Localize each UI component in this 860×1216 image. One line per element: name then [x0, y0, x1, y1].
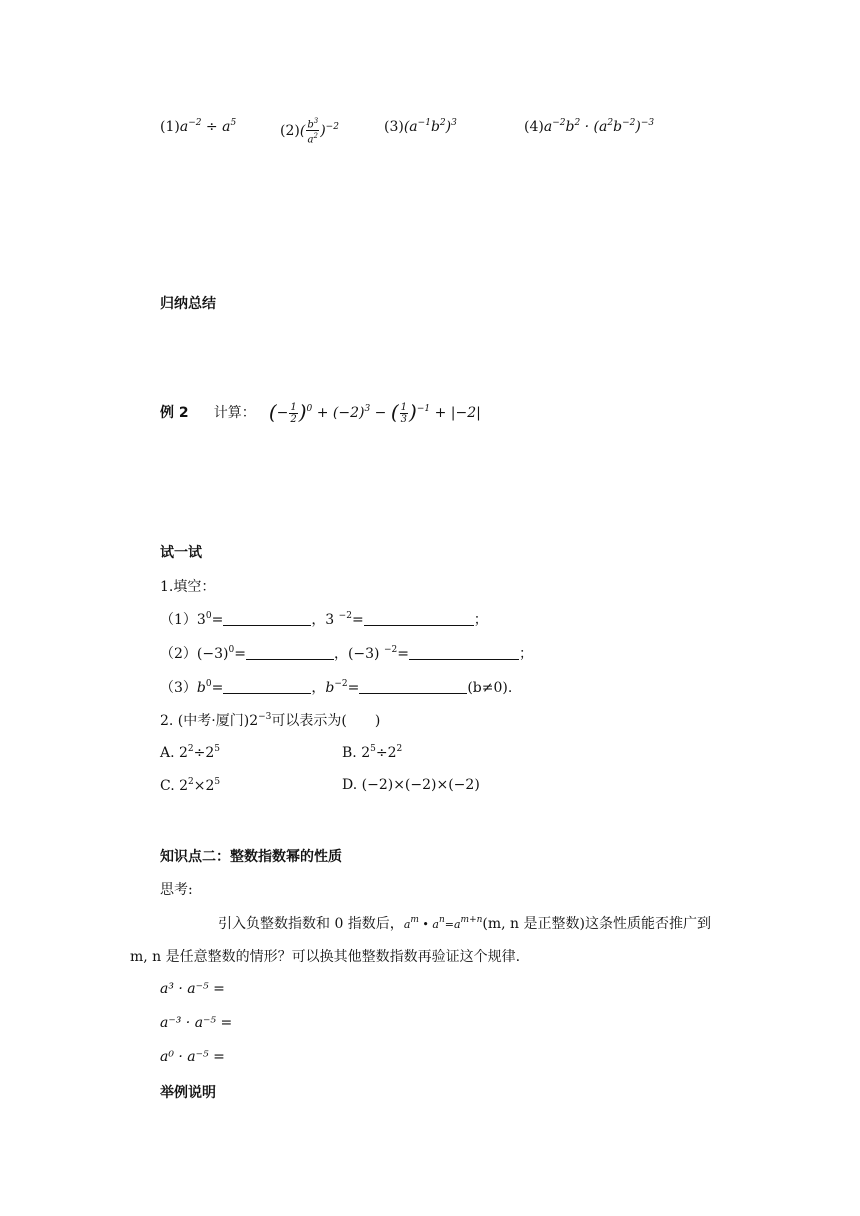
exercise-4: $(4)a^{-2}b^2 \cdot (a^2b^{-2})^{-3}$: [524, 118, 655, 135]
option-c: C. $2^2\times 2^5$: [160, 777, 221, 794]
q1-3: $(3)b^0=$ ，$b^{-2}= (b\ne 0)$.: [160, 679, 513, 696]
exercise-1-expr: $a^{-2} \div a^5$: [179, 118, 237, 135]
blank-field[interactable]: [359, 679, 467, 694]
exercise-4-expr: $a^{-2}b^2 \cdot (a^2b^{-2})^{-3}$: [543, 118, 655, 135]
example-2-prompt: 计算：: [213, 405, 256, 421]
blank-field[interactable]: [246, 645, 334, 660]
q1-1: $(1)3^0=$ ，3 $^{-2}$= ；: [160, 611, 488, 628]
blank-field[interactable]: [223, 679, 311, 694]
calc-line-1: a³ · a⁻⁵ =: [160, 981, 225, 997]
exercise-3: $(3)(a^{-1}b^2)^3$: [384, 118, 457, 135]
paragraph-line-2: m, n 是任意整数的情形？可以换其他整数指数再验证这个规律.: [130, 949, 521, 965]
try-heading: 试一试: [160, 545, 202, 561]
blank-field[interactable]: [364, 611, 474, 626]
calc-line-2: a⁻³ · a⁻⁵ =: [160, 1015, 233, 1031]
blank-field[interactable]: [223, 611, 311, 626]
exercise-1: $(1)a^{-2} \div a^5$: [160, 118, 237, 135]
option-d: D. (−2)×(−2)×(−2): [342, 777, 480, 793]
section-summary-heading: 归纳总结: [160, 296, 216, 312]
q1-label: 1.填空：: [160, 579, 216, 595]
think-label: 思考:: [160, 882, 193, 898]
exercise-2: (2)( $\frac{b^3}{a^2}$ )$^{-2}$: [280, 117, 339, 146]
option-b: B. $2^5\div 2^2$: [342, 744, 403, 761]
calc-line-3: a⁰ · a⁻⁵ =: [160, 1049, 225, 1065]
example-2: [160, 400, 481, 425]
exercise-3-expr: $(a^{-1}b^2)^3$: [403, 118, 457, 135]
example-2-label: 例 2: [160, 405, 189, 421]
blank-field[interactable]: [409, 645, 519, 660]
exercise-2-expr: ( $\frac{b^3}{a^2}$ )$^{-2}$: [299, 117, 339, 146]
paragraph-line-1: 引入负整数指数和 0 指数后，$a^m$ • $a^n=a^{m+n}(m$, n 是正整数)这条性质能否推广到: [218, 915, 711, 932]
knowledge-2-heading: 知识点二：整数指数幂的性质: [160, 849, 342, 865]
q1-2: $(2)(-3)^0=$ ，(−3) $^{-2}$= ；: [160, 645, 533, 662]
option-a: A. $2^2\div 2^5$: [160, 744, 221, 761]
example-2-expr: (− $\frac{1}{2}$ )$^0 + (-2)^3$ − ( $\frac{1}{3}$ )$^{-1}$ + |−2|: [268, 400, 481, 425]
q2: 2. (中考·厦门)$2^{-3}$可以表示为( ): [160, 712, 381, 729]
examples-heading: 举例说明: [160, 1085, 216, 1101]
